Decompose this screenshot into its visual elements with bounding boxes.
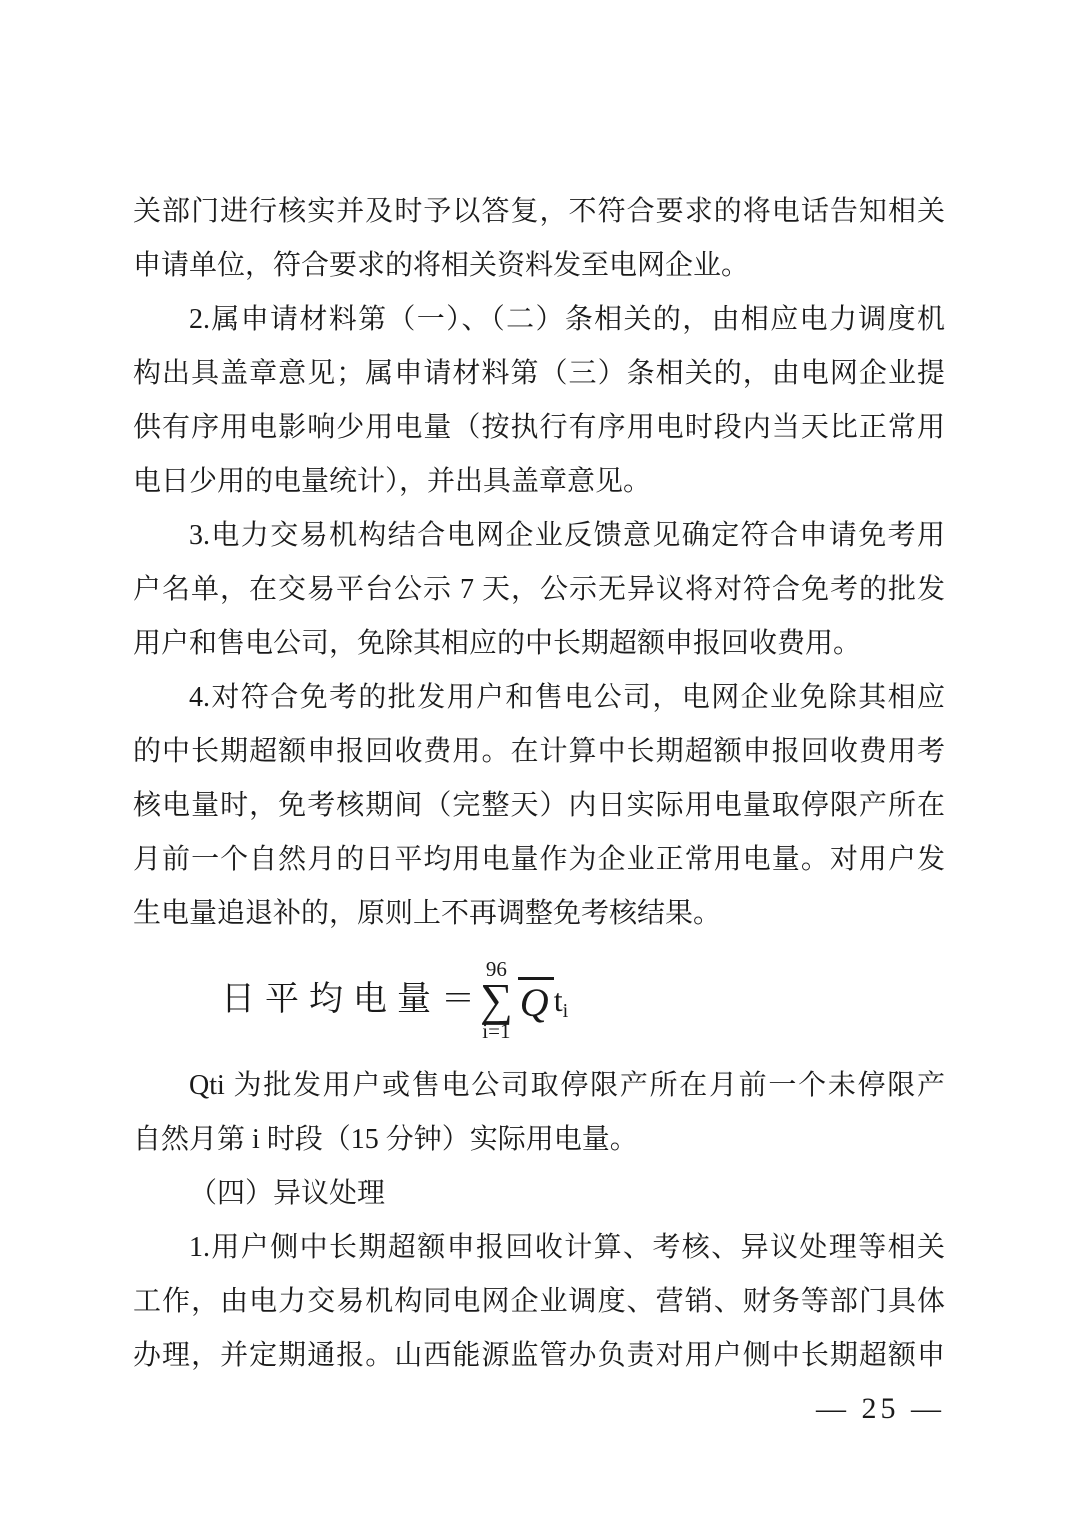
text-line: （四）异议处理 xyxy=(189,1178,386,1209)
q-bar-symbol: Q xyxy=(518,977,554,1023)
text-line: 月前一个自然月的日平均用电量作为企业正常用电量。对用户发 xyxy=(133,844,945,875)
text-line: 生电量追退补的，原则上不再调整免考核结果。 xyxy=(133,898,722,929)
formula-daily-average-energy xyxy=(133,941,945,1059)
text-line: 电日少用的电量统计），并出具盖章意见。 xyxy=(133,466,652,497)
text-line: 核电量时，免考核期间（完整天）内日实际用电量取停限产所在 xyxy=(133,790,945,821)
lines-after-formula xyxy=(133,1059,945,1383)
text-line: 4.对符合免考的批发用户和售电公司，电网企业免除其相应 xyxy=(189,682,945,713)
text-line: 2.属申请材料第（一）、（二）条相关的，由相应电力调度机 xyxy=(189,304,945,335)
text-line: 工作，由电力交易机构同电网企业调度、营销、财务等部门具体 xyxy=(133,1286,945,1317)
text-line: 自然月第 i 时段（15 分钟）实际用电量。 xyxy=(133,1124,638,1155)
i-subscript: i xyxy=(562,1000,569,1022)
formula-lhs-label: 日平均电量 xyxy=(221,981,441,1018)
text-line: 1.用户侧中长期超额申报回收计算、考核、异议处理等相关 xyxy=(189,1232,945,1263)
t-symbol: t xyxy=(553,982,563,1018)
summation-stack xyxy=(480,958,513,1041)
text-line: 的中长期超额申报回收费用。在计算中长期超额申报回收费用考 xyxy=(133,736,945,767)
lines-before-formula xyxy=(133,185,945,941)
text-line: Qti 为批发用户或售电公司取停限产所在月前一个未停限产 xyxy=(189,1070,945,1101)
text-line: 3.电力交易机构结合电网企业反馈意见确定符合申请免考用 xyxy=(189,520,945,551)
equals-sign: ＝ xyxy=(441,981,475,1018)
summation-upper-limit: 96 xyxy=(485,957,507,982)
text-line: 供有序用电影响少用电量（按执行有序用电时段内当天比正常用 xyxy=(133,412,945,443)
text-line: 构出具盖章意见；属申请材料第（三）条相关的，由电网企业提 xyxy=(133,358,945,389)
summation-lower-limit: i=1 xyxy=(482,1018,511,1043)
text-line: 用户和售电公司，免除其相应的中长期超额申报回收费用。 xyxy=(133,628,862,659)
sigma-icon: ∑ xyxy=(480,974,513,1026)
text-line: 办理，并定期通报。山西能源监管办负责对用户侧中长期超额申 xyxy=(133,1340,945,1371)
text-line: 申请单位，符合要求的将相关资料发至电网企业。 xyxy=(133,250,750,281)
page-number: — 25 — xyxy=(816,1392,945,1425)
document-body xyxy=(133,185,945,1383)
text-line: 户名单，在交易平台公示 7 天，公示无异议将对符合免考的批发 xyxy=(133,574,945,605)
text-line: 关部门进行核实并及时予以答复，不符合要求的将电话告知相关 xyxy=(133,196,945,227)
